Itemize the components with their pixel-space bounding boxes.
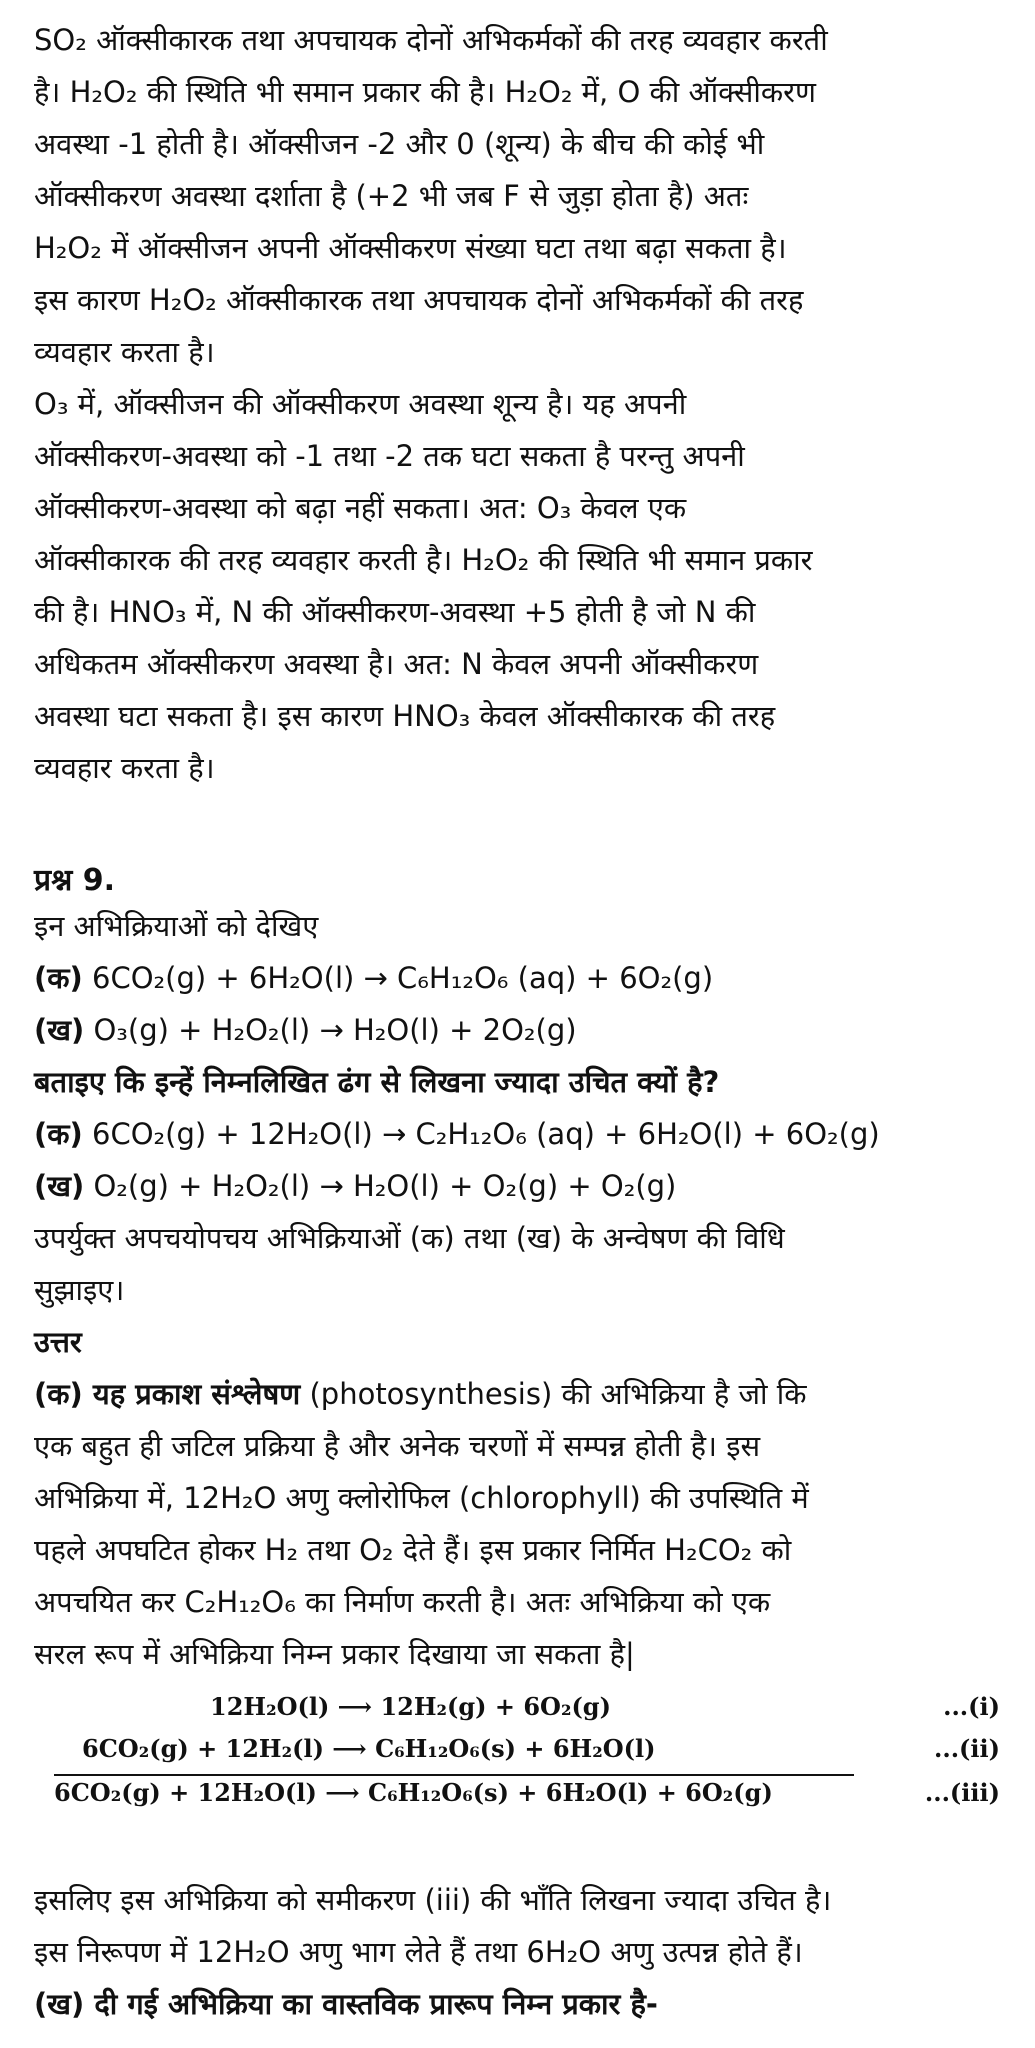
text-line: अपचयित कर C₂H₁₂O₆ का निर्माण करती है। अतः अभिक्रिया को एक xyxy=(34,1585,771,1619)
text-line: एक बहुत ही जटिल प्रक्रिया है और अनेक चरणों में सम्पन्न होती है। इस xyxy=(34,1429,761,1463)
reaction-b xyxy=(34,1004,1009,1056)
text-line: अवस्था घटा सकता है। इस कारण HNO₃ केवल ऑक्सीकारक की तरह xyxy=(34,699,776,733)
equation-tag: ...(i) xyxy=(943,1692,1000,1721)
sum-divider xyxy=(54,1774,854,1776)
text-line: O₃ में, ऑक्सीजन की ऑक्सीकरण अवस्था शून्य है। यह अपनी xyxy=(34,387,687,421)
equation-block xyxy=(40,1692,1000,1820)
question-title: प्रश्न 9. xyxy=(34,863,115,898)
answer-a-first-line xyxy=(34,1368,1009,1420)
text-line: अभिक्रिया में, 12H₂O अणु क्लोरोफिल (chlorophyll) की उपस्थिति में xyxy=(34,1481,809,1515)
text-line: ऑक्सीकारक की तरह व्यवहार करती है। H₂O₂ की स्थिति भी समान प्रकार xyxy=(34,543,813,577)
text-line: ऑक्सीकरण-अवस्था को बढ़ा नहीं सकता। अत: O₃ केवल एक xyxy=(34,491,687,525)
text-line: अधिकतम ऑक्सीकरण अवस्था है। अत: N केवल अपनी ऑक्सीकरण xyxy=(34,647,759,681)
text-line: ऑक्सीकरण अवस्था दर्शाता है (+2 भी जब F से जुड़ा होता है) अतः xyxy=(34,179,749,213)
equation-tag: ...(ii) xyxy=(933,1734,1000,1763)
answer-a-text: (photosynthesis) की अभिक्रिया है जो कि xyxy=(300,1377,807,1411)
text-line: है। H₂O₂ की स्थिति भी समान प्रकार की है। H₂O₂ में, O की ऑक्सीकरण xyxy=(34,75,817,109)
intro-paragraph xyxy=(34,14,1009,794)
reaction-b-label: (ख) xyxy=(34,1013,85,1047)
answer-b-heading: (ख) दी गई अभिक्रिया का वास्तविक प्रारूप निम्न प्रकार है- xyxy=(34,1987,658,2021)
text-line: व्यवहार करता है। xyxy=(34,335,215,369)
alt-reaction-a xyxy=(34,1108,1009,1160)
text-line: ऑक्सीकरण-अवस्था को -1 तथा -2 तक घटा सकता है परन्तु अपनी xyxy=(34,439,745,473)
answer-a-heading: (क) यह प्रकाश संश्लेषण xyxy=(34,1377,301,1411)
reaction-b-equation: O₃(g) + H₂O₂(l) → H₂O(l) + 2O₂(g) xyxy=(84,1013,577,1047)
equation-iii: 6CO₂(g) + 12H₂O(l) ⟶ C₆H₁₂O₆(s) + 6H₂O(l) + 6O₂(g) xyxy=(54,1778,773,1807)
alt-a-equation: 6CO₂(g) + 12H₂O(l) → C₂H₁₂O₆ (aq) + 6H₂O(l) + 6O₂(g) xyxy=(82,1117,880,1151)
text-line: पहले अपघटित होकर H₂ तथा O₂ देते हैं। इस प्रकार निर्मित H₂CO₂ को xyxy=(34,1533,792,1567)
text-line: उपर्युक्त अपचयोपचय अभिक्रियाओं (क) तथा (ख) के अन्वेषण की विधि xyxy=(34,1221,785,1255)
conclusion-paragraph xyxy=(34,1874,1009,2030)
text-line: H₂O₂ में ऑक्सीजन अपनी ऑक्सीकरण संख्या घटा तथा बढ़ा सकता है। xyxy=(34,231,787,265)
text-line: की है। HNO₃ में, N की ऑक्सीकरण-अवस्था +5 होती है जो N की xyxy=(34,595,756,629)
text-line: अवस्था -1 होती है। ऑक्सीजन -2 और 0 (शून्य) के बीच की कोई भी xyxy=(34,127,765,161)
text-line: इस कारण H₂O₂ ऑक्सीकारक तथा अपचायक दोनों अभिकर्मकों की तरह xyxy=(34,283,804,317)
reaction-a-label: (क) xyxy=(34,961,83,995)
alt-a-label: (क) xyxy=(34,1117,83,1151)
question-ask: बताइए कि इन्हें निम्नलिखित ढंग से लिखना ज्यादा उचित क्यों है? xyxy=(34,1065,720,1099)
alt-reaction-b xyxy=(34,1160,1009,1212)
question-prompt: इन अभिक्रियाओं को देखिए xyxy=(34,909,319,943)
question-body xyxy=(34,900,1009,1680)
text-line: सुझाइए। xyxy=(34,1273,125,1307)
reaction-a xyxy=(34,952,1009,1004)
reaction-a-equation: 6CO₂(g) + 6H₂O(l) → C₆H₁₂O₆ (aq) + 6O₂(g) xyxy=(82,961,714,995)
text-line: सरल रूप में अभिक्रिया निम्न प्रकार दिखाया जा सकता है| xyxy=(34,1637,635,1671)
alt-b-label: (ख) xyxy=(34,1169,85,1203)
equation-row xyxy=(40,1692,1000,1732)
text-line: इसलिए इस अभिक्रिया को समीकरण (iii) की भाँति लिखना ज्यादा उचित है। xyxy=(34,1883,832,1917)
text-line: SO₂ ऑक्सीकारक तथा अपचायक दोनों अभिकर्मकों की तरह व्यवहार करती xyxy=(34,23,828,57)
text-line: व्यवहार करता है। xyxy=(34,751,215,785)
equation-row xyxy=(40,1734,1000,1774)
text-line: इस निरूपण में 12H₂O अणु भाग लेते हैं तथा 6H₂O अणु उत्पन्न होते हैं। xyxy=(34,1935,803,1969)
answer-title: उत्तर xyxy=(34,1325,82,1359)
equation-tag: ...(iii) xyxy=(924,1778,1000,1807)
equation-ii: 6CO₂(g) + 12H₂(l) ⟶ C₆H₁₂O₆(s) + 6H₂O(l) xyxy=(82,1734,656,1763)
equation-row xyxy=(40,1778,1000,1818)
equation-i: 12H₂O(l) ⟶ 12H₂(g) + 6O₂(g) xyxy=(210,1692,611,1721)
alt-b-equation: O₂(g) + H₂O₂(l) → H₂O(l) + O₂(g) + O₂(g) xyxy=(84,1169,677,1203)
